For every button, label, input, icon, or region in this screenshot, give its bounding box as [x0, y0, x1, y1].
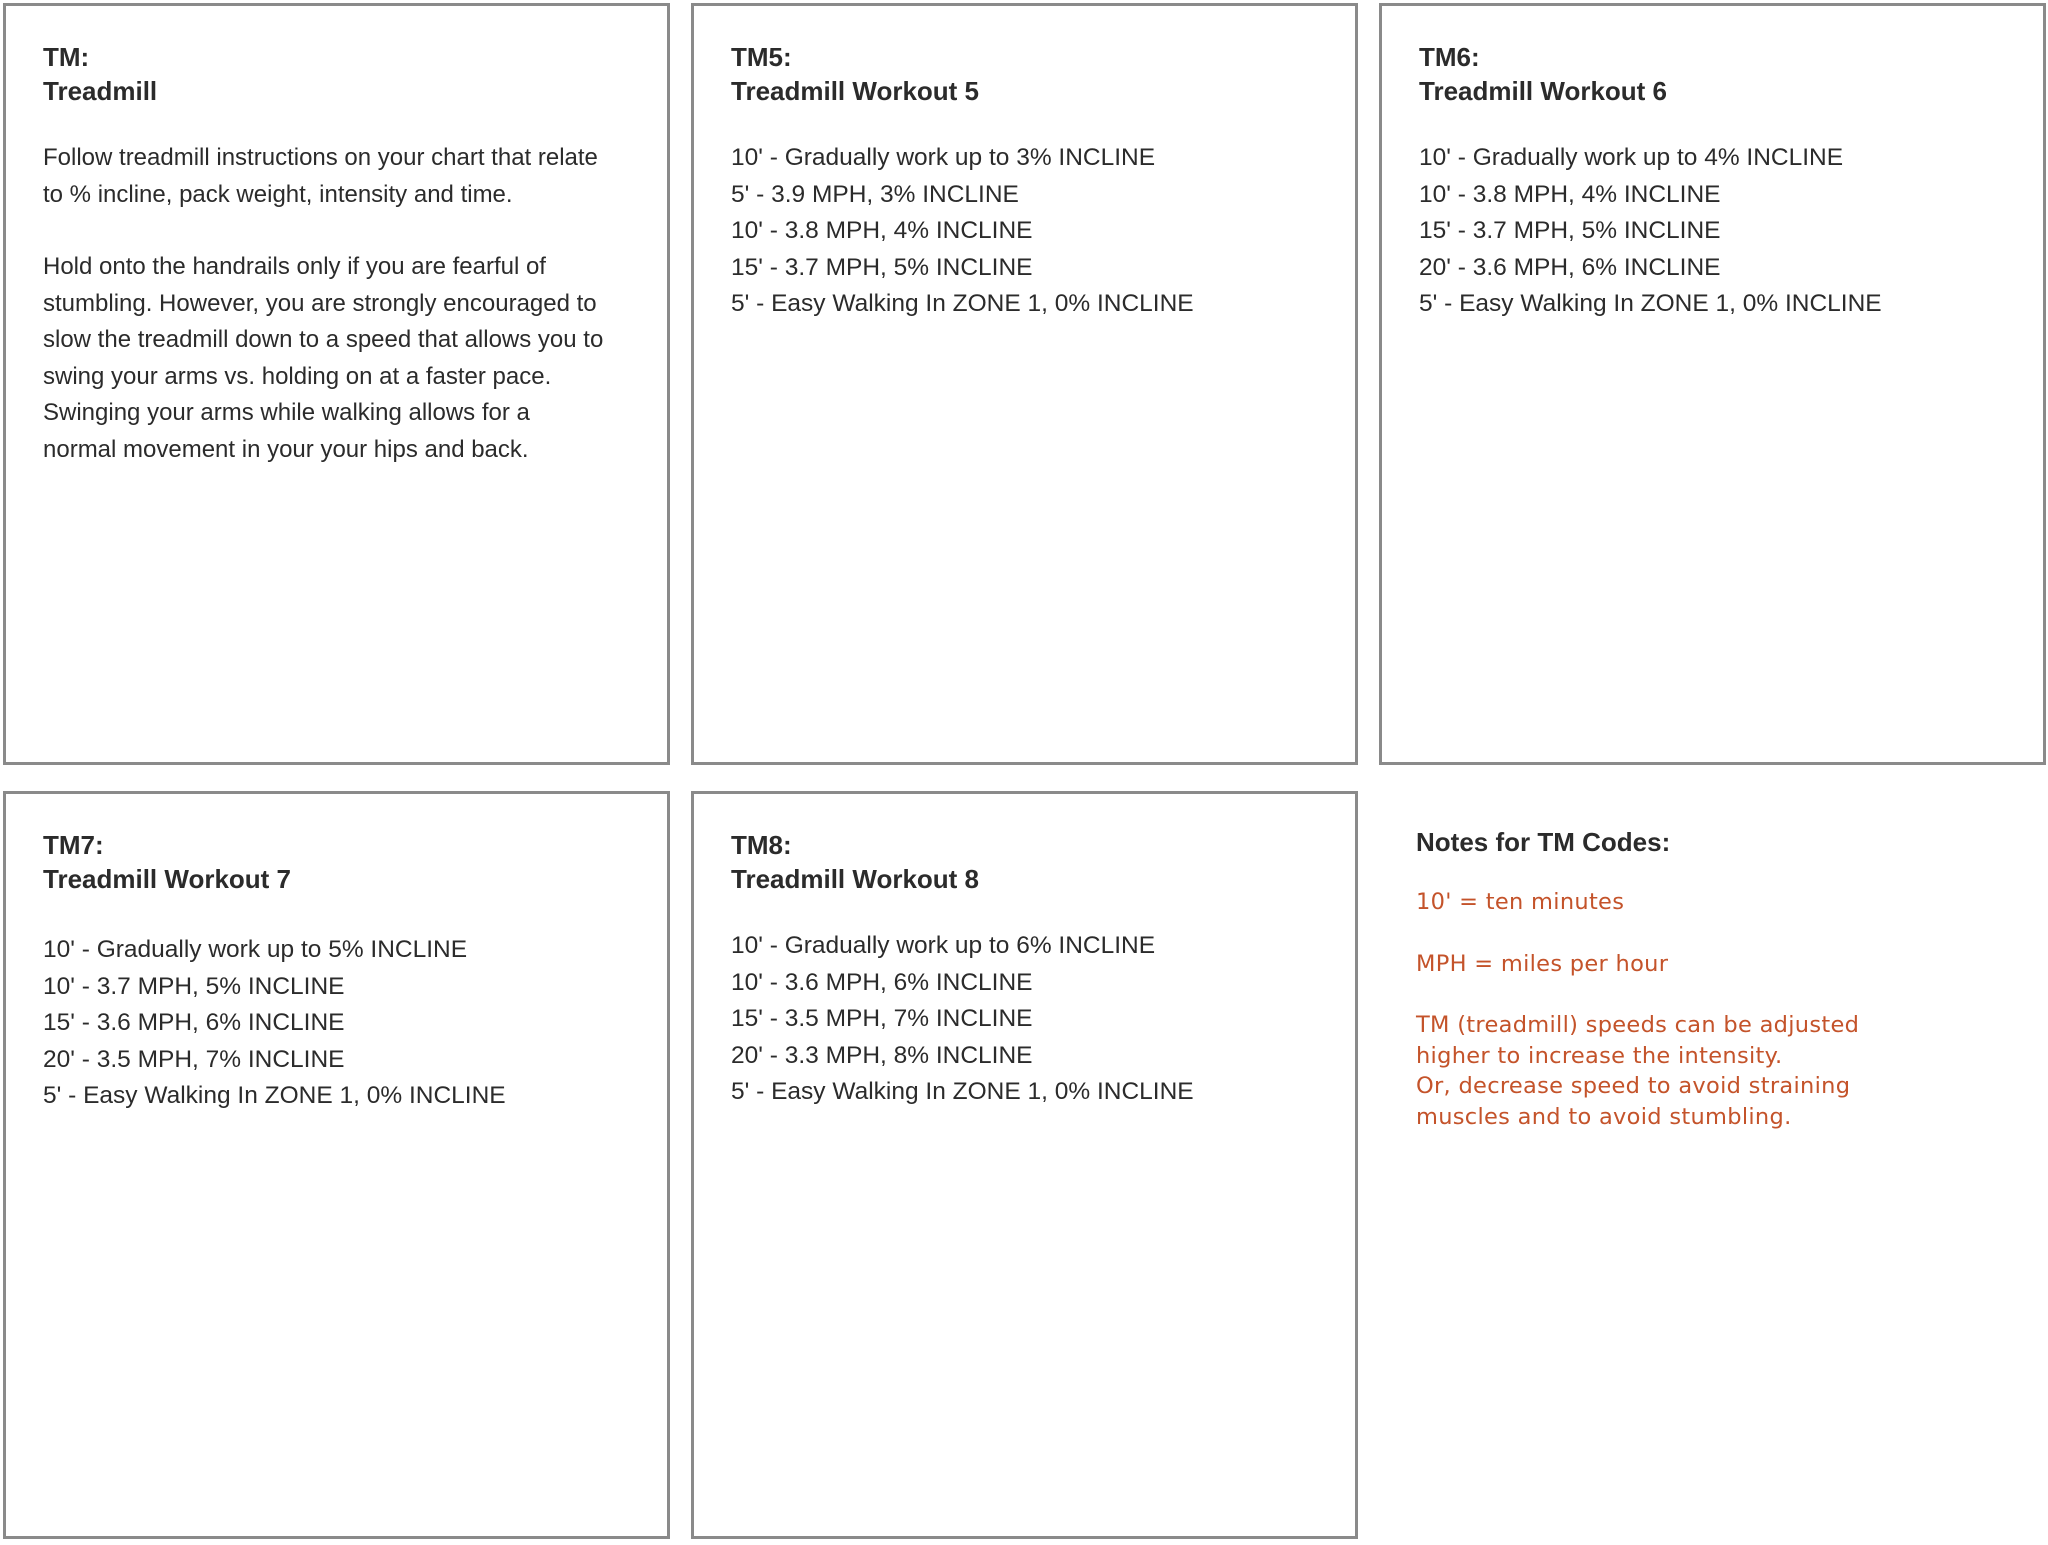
card-code: TM7:	[43, 830, 104, 860]
card-title: Treadmill Workout 8	[731, 864, 980, 894]
workout-step: 5' - Easy Walking In ZONE 1, 0% INCLINE	[43, 1082, 506, 1109]
workout-step: 20' - 3.6 MPH, 6% INCLINE	[1419, 253, 1721, 281]
workout-step: 5' - 3.9 MPH, 3% INCLINE	[731, 180, 1019, 208]
paragraph-line: to % incline, pack weight, intensity and time.	[43, 180, 513, 208]
card-code: TM6:	[1419, 42, 1480, 72]
note-line: Or, decrease speed to avoid straining	[1416, 1073, 1851, 1099]
note-line: muscles and to avoid stumbling.	[1416, 1103, 1792, 1130]
workout-step: 10' - 3.7 MPH, 5% INCLINE	[43, 972, 345, 1000]
card-tm7-content	[43, 828, 637, 1115]
paragraph-1	[43, 140, 637, 213]
card-tm5	[691, 3, 1358, 765]
card-tm5-content	[731, 40, 1325, 323]
paragraph-line: Swinging your arms while walking allows for a	[43, 399, 530, 426]
workout-step: 20' - 3.5 MPH, 7% INCLINE	[43, 1045, 345, 1073]
workout-step: 15' - 3.7 MPH, 5% INCLINE	[731, 253, 1033, 281]
card-tm8-content	[731, 828, 1325, 1111]
card-tm-content	[43, 40, 637, 468]
paragraph-line: normal movement in your your hips and back.	[43, 435, 529, 463]
workout-step: 5' - Easy Walking In ZONE 1, 0% INCLINE	[1419, 290, 1882, 317]
notes-panel	[1379, 791, 2046, 1539]
card-title: Treadmill Workout 7	[43, 864, 292, 894]
paragraph-line: stumbling. However, you are strongly encouraged to	[43, 289, 597, 317]
note-line: higher to increase the intensity.	[1416, 1042, 1783, 1069]
card-tm	[3, 3, 670, 765]
workout-step: 5' - Easy Walking In ZONE 1, 0% INCLINE	[731, 1078, 1194, 1105]
workout-step: 10' - Gradually work up to 5% INCLINE	[43, 936, 468, 963]
workout-steps	[43, 932, 637, 1115]
note-line: TM (treadmill) speeds can be adjusted	[1416, 1012, 1860, 1038]
paragraph-line: Hold onto the handrails only if you are fearful of	[43, 253, 546, 280]
workout-steps	[731, 140, 1325, 323]
workout-step: 10' - 3.8 MPH, 4% INCLINE	[731, 217, 1033, 244]
workout-step: 20' - 3.3 MPH, 8% INCLINE	[731, 1041, 1033, 1069]
notes-content	[1416, 825, 2016, 1132]
workout-step: 10' - 3.8 MPH, 4% INCLINE	[1419, 180, 1721, 208]
card-title: Treadmill	[43, 76, 158, 106]
workout-step: 10' - Gradually work up to 3% INCLINE	[731, 144, 1156, 171]
workout-step: 15' - 3.7 MPH, 5% INCLINE	[1419, 217, 1721, 244]
paragraph-2	[43, 249, 637, 468]
card-tm6	[1379, 3, 2046, 765]
workout-steps	[1419, 140, 2013, 323]
workout-step: 10' - 3.6 MPH, 6% INCLINE	[731, 968, 1033, 996]
note-item	[1416, 1010, 2016, 1132]
paragraph-line: Follow treadmill instructions on your chart that relate	[43, 144, 598, 171]
note-item: 10' = ten minutes	[1416, 889, 1625, 915]
notes-title: Notes for TM Codes:	[1416, 827, 1671, 857]
card-tm6-content	[1419, 40, 2013, 323]
workout-step: 10' - Gradually work up to 6% INCLINE	[731, 932, 1156, 959]
card-tm8	[691, 791, 1358, 1539]
workout-step: 15' - 3.5 MPH, 7% INCLINE	[731, 1005, 1033, 1032]
workout-step: 5' - Easy Walking In ZONE 1, 0% INCLINE	[731, 290, 1194, 317]
card-title: Treadmill Workout 5	[731, 76, 980, 106]
card-tm7	[3, 791, 670, 1539]
workout-step: 15' - 3.6 MPH, 6% INCLINE	[43, 1009, 345, 1036]
workout-step: 10' - Gradually work up to 4% INCLINE	[1419, 144, 1844, 171]
paragraph-line: slow the treadmill down to a speed that allows you to	[43, 326, 604, 353]
card-code: TM5:	[731, 42, 792, 72]
workout-steps	[731, 928, 1325, 1111]
note-item: MPH = miles per hour	[1416, 950, 1669, 977]
paragraph-line: swing your arms vs. holding on at a faster pace.	[43, 362, 552, 390]
card-code: TM8:	[731, 830, 792, 860]
card-code: TM:	[43, 42, 90, 72]
card-title: Treadmill Workout 6	[1419, 76, 1668, 106]
